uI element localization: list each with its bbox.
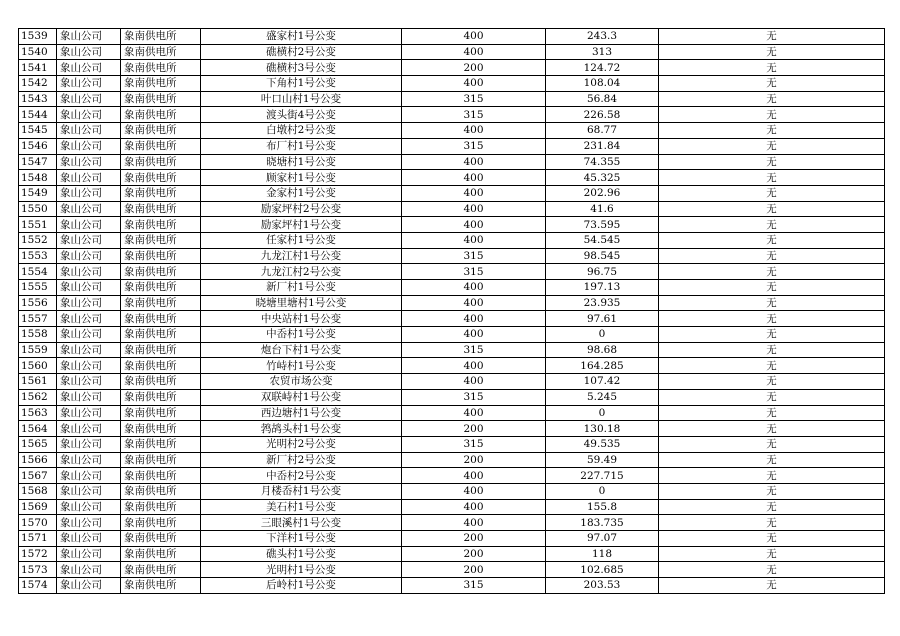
station-cell[interactable]: 象南供电所 bbox=[121, 201, 201, 217]
flag-cell[interactable]: 无 bbox=[659, 185, 885, 201]
value-cell[interactable]: 74.355 bbox=[546, 154, 659, 170]
row-number-cell[interactable]: 1542 bbox=[19, 76, 57, 92]
transformer-name-cell[interactable]: 盛家村1号公变 bbox=[201, 29, 402, 45]
transformer-name-cell[interactable]: 顾家村1号公变 bbox=[201, 170, 402, 186]
company-cell[interactable]: 象山公司 bbox=[57, 499, 121, 515]
flag-cell[interactable]: 无 bbox=[659, 44, 885, 60]
capacity-cell[interactable]: 400 bbox=[402, 154, 546, 170]
station-cell[interactable]: 象南供电所 bbox=[121, 154, 201, 170]
transformer-name-cell[interactable]: 晓塘里塘村1号公变 bbox=[201, 295, 402, 311]
capacity-cell[interactable]: 400 bbox=[402, 295, 546, 311]
capacity-cell[interactable]: 400 bbox=[402, 232, 546, 248]
value-cell[interactable]: 102.685 bbox=[546, 562, 659, 578]
capacity-cell[interactable]: 400 bbox=[402, 483, 546, 499]
row-number-cell[interactable]: 1554 bbox=[19, 264, 57, 280]
capacity-cell[interactable]: 315 bbox=[402, 91, 546, 107]
row-number-cell[interactable]: 1563 bbox=[19, 405, 57, 421]
station-cell[interactable]: 象南供电所 bbox=[121, 29, 201, 45]
table-row bbox=[19, 358, 885, 374]
row-number-cell[interactable]: 1548 bbox=[19, 170, 57, 186]
station-cell[interactable]: 象南供电所 bbox=[121, 107, 201, 123]
value-cell[interactable]: 107.42 bbox=[546, 374, 659, 390]
station-cell[interactable]: 象南供电所 bbox=[121, 358, 201, 374]
value-cell[interactable]: 130.18 bbox=[546, 421, 659, 437]
transformer-name-cell[interactable]: 白墩村2号公变 bbox=[201, 123, 402, 139]
value-cell[interactable]: 226.58 bbox=[546, 107, 659, 123]
table-row bbox=[19, 280, 885, 296]
station-cell[interactable]: 象南供电所 bbox=[121, 217, 201, 233]
table-row bbox=[19, 201, 885, 217]
flag-cell[interactable]: 无 bbox=[659, 201, 885, 217]
company-cell[interactable]: 象山公司 bbox=[57, 342, 121, 358]
capacity-cell[interactable]: 400 bbox=[402, 358, 546, 374]
flag-cell[interactable]: 无 bbox=[659, 562, 885, 578]
row-number-cell[interactable]: 1561 bbox=[19, 374, 57, 390]
flag-cell[interactable]: 无 bbox=[659, 468, 885, 484]
flag-cell[interactable]: 无 bbox=[659, 405, 885, 421]
row-number-cell[interactable]: 1549 bbox=[19, 185, 57, 201]
transformer-name-cell[interactable]: 下洋村1号公变 bbox=[201, 531, 402, 547]
company-cell[interactable]: 象山公司 bbox=[57, 452, 121, 468]
row-number-cell[interactable]: 1564 bbox=[19, 421, 57, 437]
flag-cell[interactable]: 无 bbox=[659, 483, 885, 499]
row-number-cell[interactable]: 1544 bbox=[19, 107, 57, 123]
transformer-name-cell[interactable]: 九龙江村2号公变 bbox=[201, 264, 402, 280]
transformer-name-cell[interactable]: 光明村1号公变 bbox=[201, 562, 402, 578]
row-number-cell[interactable]: 1550 bbox=[19, 201, 57, 217]
value-cell[interactable]: 118 bbox=[546, 546, 659, 562]
table-row bbox=[19, 342, 885, 358]
row-number-cell[interactable]: 1540 bbox=[19, 44, 57, 60]
row-number-cell[interactable]: 1562 bbox=[19, 389, 57, 405]
spreadsheet-page bbox=[18, 28, 885, 594]
capacity-cell[interactable]: 400 bbox=[402, 327, 546, 343]
table-row bbox=[19, 123, 885, 139]
value-cell[interactable]: 49.535 bbox=[546, 436, 659, 452]
transformer-name-cell[interactable]: 礁头村1号公变 bbox=[201, 546, 402, 562]
transformer-name-cell[interactable]: 晓塘村1号公变 bbox=[201, 154, 402, 170]
station-cell[interactable]: 象南供电所 bbox=[121, 342, 201, 358]
transformer-table bbox=[18, 28, 885, 594]
capacity-cell[interactable]: 400 bbox=[402, 468, 546, 484]
value-cell[interactable]: 41.6 bbox=[546, 201, 659, 217]
value-cell[interactable]: 197.13 bbox=[546, 280, 659, 296]
transformer-name-cell[interactable]: 后岭村1号公变 bbox=[201, 578, 402, 594]
row-number-cell[interactable]: 1568 bbox=[19, 483, 57, 499]
value-cell[interactable]: 124.72 bbox=[546, 60, 659, 76]
flag-cell[interactable]: 无 bbox=[659, 280, 885, 296]
row-number-cell[interactable]: 1567 bbox=[19, 468, 57, 484]
flag-cell[interactable]: 无 bbox=[659, 546, 885, 562]
table-row bbox=[19, 499, 885, 515]
company-cell[interactable]: 象山公司 bbox=[57, 60, 121, 76]
flag-cell[interactable]: 无 bbox=[659, 515, 885, 531]
flag-cell[interactable]: 无 bbox=[659, 499, 885, 515]
capacity-cell[interactable]: 315 bbox=[402, 436, 546, 452]
table-row bbox=[19, 60, 885, 76]
capacity-cell[interactable]: 200 bbox=[402, 562, 546, 578]
value-cell[interactable]: 56.84 bbox=[546, 91, 659, 107]
table-row bbox=[19, 264, 885, 280]
station-cell[interactable]: 象南供电所 bbox=[121, 405, 201, 421]
row-number-cell[interactable]: 1557 bbox=[19, 311, 57, 327]
table-row bbox=[19, 217, 885, 233]
capacity-cell[interactable]: 315 bbox=[402, 264, 546, 280]
transformer-name-cell[interactable]: 布厂村1号公变 bbox=[201, 138, 402, 154]
flag-cell[interactable]: 无 bbox=[659, 232, 885, 248]
flag-cell[interactable]: 无 bbox=[659, 29, 885, 45]
row-number-cell[interactable]: 1539 bbox=[19, 29, 57, 45]
table-row bbox=[19, 483, 885, 499]
row-number-cell[interactable]: 1560 bbox=[19, 358, 57, 374]
row-number-cell[interactable]: 1558 bbox=[19, 327, 57, 343]
table-row bbox=[19, 154, 885, 170]
flag-cell[interactable]: 无 bbox=[659, 436, 885, 452]
flag-cell[interactable]: 无 bbox=[659, 154, 885, 170]
table-row bbox=[19, 374, 885, 390]
station-cell[interactable]: 象南供电所 bbox=[121, 389, 201, 405]
table-row bbox=[19, 389, 885, 405]
company-cell[interactable]: 象山公司 bbox=[57, 154, 121, 170]
company-cell[interactable]: 象山公司 bbox=[57, 123, 121, 139]
value-cell[interactable]: 202.96 bbox=[546, 185, 659, 201]
table-row bbox=[19, 421, 885, 437]
value-cell[interactable]: 108.04 bbox=[546, 76, 659, 92]
transformer-name-cell[interactable]: 中岙村2号公变 bbox=[201, 468, 402, 484]
station-cell[interactable]: 象南供电所 bbox=[121, 578, 201, 594]
company-cell[interactable]: 象山公司 bbox=[57, 44, 121, 60]
transformer-name-cell[interactable]: 金家村1号公变 bbox=[201, 185, 402, 201]
capacity-cell[interactable]: 400 bbox=[402, 515, 546, 531]
table-row bbox=[19, 44, 885, 60]
value-cell[interactable]: 59.49 bbox=[546, 452, 659, 468]
flag-cell[interactable]: 无 bbox=[659, 248, 885, 264]
row-number-cell[interactable]: 1547 bbox=[19, 154, 57, 170]
table-row bbox=[19, 248, 885, 264]
capacity-cell[interactable]: 400 bbox=[402, 123, 546, 139]
company-cell[interactable]: 象山公司 bbox=[57, 232, 121, 248]
capacity-cell[interactable]: 315 bbox=[402, 248, 546, 264]
company-cell[interactable]: 象山公司 bbox=[57, 311, 121, 327]
capacity-cell[interactable]: 400 bbox=[402, 76, 546, 92]
transformer-name-cell[interactable]: 礁横村3号公变 bbox=[201, 60, 402, 76]
capacity-cell[interactable]: 400 bbox=[402, 311, 546, 327]
flag-cell[interactable]: 无 bbox=[659, 578, 885, 594]
transformer-name-cell[interactable]: 任家村1号公变 bbox=[201, 232, 402, 248]
transformer-name-cell[interactable]: 农贸市场公变 bbox=[201, 374, 402, 390]
row-number-cell[interactable]: 1552 bbox=[19, 232, 57, 248]
station-cell[interactable]: 象南供电所 bbox=[121, 374, 201, 390]
value-cell[interactable]: 68.77 bbox=[546, 123, 659, 139]
flag-cell[interactable]: 无 bbox=[659, 295, 885, 311]
capacity-cell[interactable]: 315 bbox=[402, 578, 546, 594]
station-cell[interactable]: 象南供电所 bbox=[121, 123, 201, 139]
value-cell[interactable]: 0 bbox=[546, 405, 659, 421]
company-cell[interactable]: 象山公司 bbox=[57, 546, 121, 562]
row-number-cell[interactable]: 1543 bbox=[19, 91, 57, 107]
table-row bbox=[19, 531, 885, 547]
capacity-cell[interactable]: 200 bbox=[402, 60, 546, 76]
row-number-cell[interactable]: 1570 bbox=[19, 515, 57, 531]
company-cell[interactable]: 象山公司 bbox=[57, 389, 121, 405]
value-cell[interactable]: 231.84 bbox=[546, 138, 659, 154]
capacity-cell[interactable]: 200 bbox=[402, 546, 546, 562]
value-cell[interactable]: 183.735 bbox=[546, 515, 659, 531]
table-row bbox=[19, 232, 885, 248]
table-row bbox=[19, 91, 885, 107]
value-cell[interactable]: 98.545 bbox=[546, 248, 659, 264]
value-cell[interactable]: 73.595 bbox=[546, 217, 659, 233]
company-cell[interactable]: 象山公司 bbox=[57, 107, 121, 123]
table-row bbox=[19, 76, 885, 92]
table-row bbox=[19, 562, 885, 578]
company-cell[interactable]: 象山公司 bbox=[57, 327, 121, 343]
station-cell[interactable]: 象南供电所 bbox=[121, 562, 201, 578]
station-cell[interactable]: 象南供电所 bbox=[121, 421, 201, 437]
station-cell[interactable]: 象南供电所 bbox=[121, 327, 201, 343]
value-cell[interactable]: 45.325 bbox=[546, 170, 659, 186]
flag-cell[interactable]: 无 bbox=[659, 264, 885, 280]
flag-cell[interactable]: 无 bbox=[659, 342, 885, 358]
company-cell[interactable]: 象山公司 bbox=[57, 201, 121, 217]
station-cell[interactable]: 象南供电所 bbox=[121, 264, 201, 280]
row-number-cell[interactable]: 1545 bbox=[19, 123, 57, 139]
station-cell[interactable]: 象南供电所 bbox=[121, 499, 201, 515]
capacity-cell[interactable]: 400 bbox=[402, 499, 546, 515]
capacity-cell[interactable]: 400 bbox=[402, 280, 546, 296]
station-cell[interactable]: 象南供电所 bbox=[121, 280, 201, 296]
value-cell[interactable]: 54.545 bbox=[546, 232, 659, 248]
value-cell[interactable]: 0 bbox=[546, 327, 659, 343]
company-cell[interactable]: 象山公司 bbox=[57, 295, 121, 311]
transformer-name-cell[interactable]: 中央站村1号公变 bbox=[201, 311, 402, 327]
capacity-cell[interactable]: 315 bbox=[402, 389, 546, 405]
flag-cell[interactable]: 无 bbox=[659, 452, 885, 468]
capacity-cell[interactable]: 315 bbox=[402, 138, 546, 154]
station-cell[interactable]: 象南供电所 bbox=[121, 76, 201, 92]
company-cell[interactable]: 象山公司 bbox=[57, 138, 121, 154]
station-cell[interactable]: 象南供电所 bbox=[121, 452, 201, 468]
transformer-name-cell[interactable]: 炮台下村1号公变 bbox=[201, 342, 402, 358]
row-number-cell[interactable]: 1566 bbox=[19, 452, 57, 468]
company-cell[interactable]: 象山公司 bbox=[57, 578, 121, 594]
company-cell[interactable]: 象山公司 bbox=[57, 468, 121, 484]
row-number-cell[interactable]: 1556 bbox=[19, 295, 57, 311]
company-cell[interactable]: 象山公司 bbox=[57, 531, 121, 547]
capacity-cell[interactable]: 400 bbox=[402, 185, 546, 201]
value-cell[interactable]: 96.75 bbox=[546, 264, 659, 280]
value-cell[interactable]: 5.245 bbox=[546, 389, 659, 405]
value-cell[interactable]: 243.3 bbox=[546, 29, 659, 45]
flag-cell[interactable]: 无 bbox=[659, 311, 885, 327]
capacity-cell[interactable]: 400 bbox=[402, 201, 546, 217]
flag-cell[interactable]: 无 bbox=[659, 91, 885, 107]
row-number-cell[interactable]: 1565 bbox=[19, 436, 57, 452]
transformer-name-cell[interactable]: 励家坪村1号公变 bbox=[201, 217, 402, 233]
row-number-cell[interactable]: 1559 bbox=[19, 342, 57, 358]
row-number-cell[interactable]: 1572 bbox=[19, 546, 57, 562]
company-cell[interactable]: 象山公司 bbox=[57, 76, 121, 92]
station-cell[interactable]: 象南供电所 bbox=[121, 91, 201, 107]
company-cell[interactable]: 象山公司 bbox=[57, 280, 121, 296]
company-cell[interactable]: 象山公司 bbox=[57, 217, 121, 233]
flag-cell[interactable]: 无 bbox=[659, 170, 885, 186]
flag-cell[interactable]: 无 bbox=[659, 138, 885, 154]
flag-cell[interactable]: 无 bbox=[659, 76, 885, 92]
company-cell[interactable]: 象山公司 bbox=[57, 29, 121, 45]
capacity-cell[interactable]: 400 bbox=[402, 374, 546, 390]
flag-cell[interactable]: 无 bbox=[659, 389, 885, 405]
station-cell[interactable]: 象南供电所 bbox=[121, 44, 201, 60]
capacity-cell[interactable]: 200 bbox=[402, 531, 546, 547]
flag-cell[interactable]: 无 bbox=[659, 60, 885, 76]
transformer-name-cell[interactable]: 新厂村2号公变 bbox=[201, 452, 402, 468]
table-row bbox=[19, 185, 885, 201]
station-cell[interactable]: 象南供电所 bbox=[121, 138, 201, 154]
flag-cell[interactable]: 无 bbox=[659, 358, 885, 374]
transformer-name-cell[interactable]: 三眼溪村1号公变 bbox=[201, 515, 402, 531]
transformer-name-cell[interactable]: 美石村1号公变 bbox=[201, 499, 402, 515]
value-cell[interactable]: 203.53 bbox=[546, 578, 659, 594]
transformer-name-cell[interactable]: 月楼岙村1号公变 bbox=[201, 483, 402, 499]
capacity-cell[interactable]: 315 bbox=[402, 342, 546, 358]
row-number-cell[interactable]: 1551 bbox=[19, 217, 57, 233]
company-cell[interactable]: 象山公司 bbox=[57, 562, 121, 578]
capacity-cell[interactable]: 200 bbox=[402, 421, 546, 437]
value-cell[interactable]: 97.07 bbox=[546, 531, 659, 547]
table-body bbox=[19, 29, 885, 594]
value-cell[interactable]: 97.61 bbox=[546, 311, 659, 327]
value-cell[interactable]: 164.285 bbox=[546, 358, 659, 374]
table-row bbox=[19, 578, 885, 594]
flag-cell[interactable]: 无 bbox=[659, 107, 885, 123]
transformer-name-cell[interactable]: 鹁鸪头村1号公变 bbox=[201, 421, 402, 437]
capacity-cell[interactable]: 400 bbox=[402, 405, 546, 421]
transformer-name-cell[interactable]: 渡头街4号公变 bbox=[201, 107, 402, 123]
flag-cell[interactable]: 无 bbox=[659, 217, 885, 233]
station-cell[interactable]: 象南供电所 bbox=[121, 60, 201, 76]
station-cell[interactable]: 象南供电所 bbox=[121, 436, 201, 452]
transformer-name-cell[interactable]: 光明村2号公变 bbox=[201, 436, 402, 452]
value-cell[interactable]: 0 bbox=[546, 483, 659, 499]
station-cell[interactable]: 象南供电所 bbox=[121, 170, 201, 186]
company-cell[interactable]: 象山公司 bbox=[57, 483, 121, 499]
row-number-cell[interactable]: 1569 bbox=[19, 499, 57, 515]
company-cell[interactable]: 象山公司 bbox=[57, 374, 121, 390]
company-cell[interactable]: 象山公司 bbox=[57, 515, 121, 531]
station-cell[interactable]: 象南供电所 bbox=[121, 531, 201, 547]
table-row bbox=[19, 107, 885, 123]
station-cell[interactable]: 象南供电所 bbox=[121, 232, 201, 248]
company-cell[interactable]: 象山公司 bbox=[57, 436, 121, 452]
table-row bbox=[19, 515, 885, 531]
flag-cell[interactable]: 无 bbox=[659, 374, 885, 390]
row-number-cell[interactable]: 1555 bbox=[19, 280, 57, 296]
company-cell[interactable]: 象山公司 bbox=[57, 264, 121, 280]
capacity-cell[interactable]: 400 bbox=[402, 44, 546, 60]
transformer-name-cell[interactable]: 西边塘村1号公变 bbox=[201, 405, 402, 421]
transformer-name-cell[interactable]: 竹峙村1号公变 bbox=[201, 358, 402, 374]
row-number-cell[interactable]: 1553 bbox=[19, 248, 57, 264]
capacity-cell[interactable]: 315 bbox=[402, 107, 546, 123]
row-number-cell[interactable]: 1573 bbox=[19, 562, 57, 578]
table-row bbox=[19, 468, 885, 484]
company-cell[interactable]: 象山公司 bbox=[57, 185, 121, 201]
row-number-cell[interactable]: 1546 bbox=[19, 138, 57, 154]
company-cell[interactable]: 象山公司 bbox=[57, 358, 121, 374]
transformer-name-cell[interactable]: 礁横村2号公变 bbox=[201, 44, 402, 60]
station-cell[interactable]: 象南供电所 bbox=[121, 468, 201, 484]
transformer-name-cell[interactable]: 中岙村1号公变 bbox=[201, 327, 402, 343]
table-row bbox=[19, 436, 885, 452]
value-cell[interactable]: 23.935 bbox=[546, 295, 659, 311]
table-row bbox=[19, 452, 885, 468]
station-cell[interactable]: 象南供电所 bbox=[121, 483, 201, 499]
flag-cell[interactable]: 无 bbox=[659, 123, 885, 139]
flag-cell[interactable]: 无 bbox=[659, 421, 885, 437]
value-cell[interactable]: 227.715 bbox=[546, 468, 659, 484]
table-row bbox=[19, 170, 885, 186]
value-cell[interactable]: 155.8 bbox=[546, 499, 659, 515]
station-cell[interactable]: 象南供电所 bbox=[121, 515, 201, 531]
station-cell[interactable]: 象南供电所 bbox=[121, 546, 201, 562]
capacity-cell[interactable]: 400 bbox=[402, 170, 546, 186]
station-cell[interactable]: 象南供电所 bbox=[121, 185, 201, 201]
capacity-cell[interactable]: 400 bbox=[402, 29, 546, 45]
company-cell[interactable]: 象山公司 bbox=[57, 248, 121, 264]
transformer-name-cell[interactable]: 九龙江村1号公变 bbox=[201, 248, 402, 264]
station-cell[interactable]: 象南供电所 bbox=[121, 248, 201, 264]
table-row bbox=[19, 138, 885, 154]
row-number-cell[interactable]: 1574 bbox=[19, 578, 57, 594]
company-cell[interactable]: 象山公司 bbox=[57, 91, 121, 107]
row-number-cell[interactable]: 1571 bbox=[19, 531, 57, 547]
table-row bbox=[19, 311, 885, 327]
table-row bbox=[19, 29, 885, 45]
table-row bbox=[19, 405, 885, 421]
table-row bbox=[19, 295, 885, 311]
station-cell[interactable]: 象南供电所 bbox=[121, 311, 201, 327]
capacity-cell[interactable]: 200 bbox=[402, 452, 546, 468]
company-cell[interactable]: 象山公司 bbox=[57, 405, 121, 421]
station-cell[interactable]: 象南供电所 bbox=[121, 295, 201, 311]
value-cell[interactable]: 98.68 bbox=[546, 342, 659, 358]
transformer-name-cell[interactable]: 新厂村1号公变 bbox=[201, 280, 402, 296]
transformer-name-cell[interactable]: 励家坪村2号公变 bbox=[201, 201, 402, 217]
transformer-name-cell[interactable]: 下角村1号公变 bbox=[201, 76, 402, 92]
transformer-name-cell[interactable]: 双联峙村1号公变 bbox=[201, 389, 402, 405]
transformer-name-cell[interactable]: 叶口山村1号公变 bbox=[201, 91, 402, 107]
table-row bbox=[19, 327, 885, 343]
company-cell[interactable]: 象山公司 bbox=[57, 170, 121, 186]
row-number-cell[interactable]: 1541 bbox=[19, 60, 57, 76]
flag-cell[interactable]: 无 bbox=[659, 327, 885, 343]
capacity-cell[interactable]: 400 bbox=[402, 217, 546, 233]
company-cell[interactable]: 象山公司 bbox=[57, 421, 121, 437]
table-row bbox=[19, 546, 885, 562]
flag-cell[interactable]: 无 bbox=[659, 531, 885, 547]
value-cell[interactable]: 313 bbox=[546, 44, 659, 60]
